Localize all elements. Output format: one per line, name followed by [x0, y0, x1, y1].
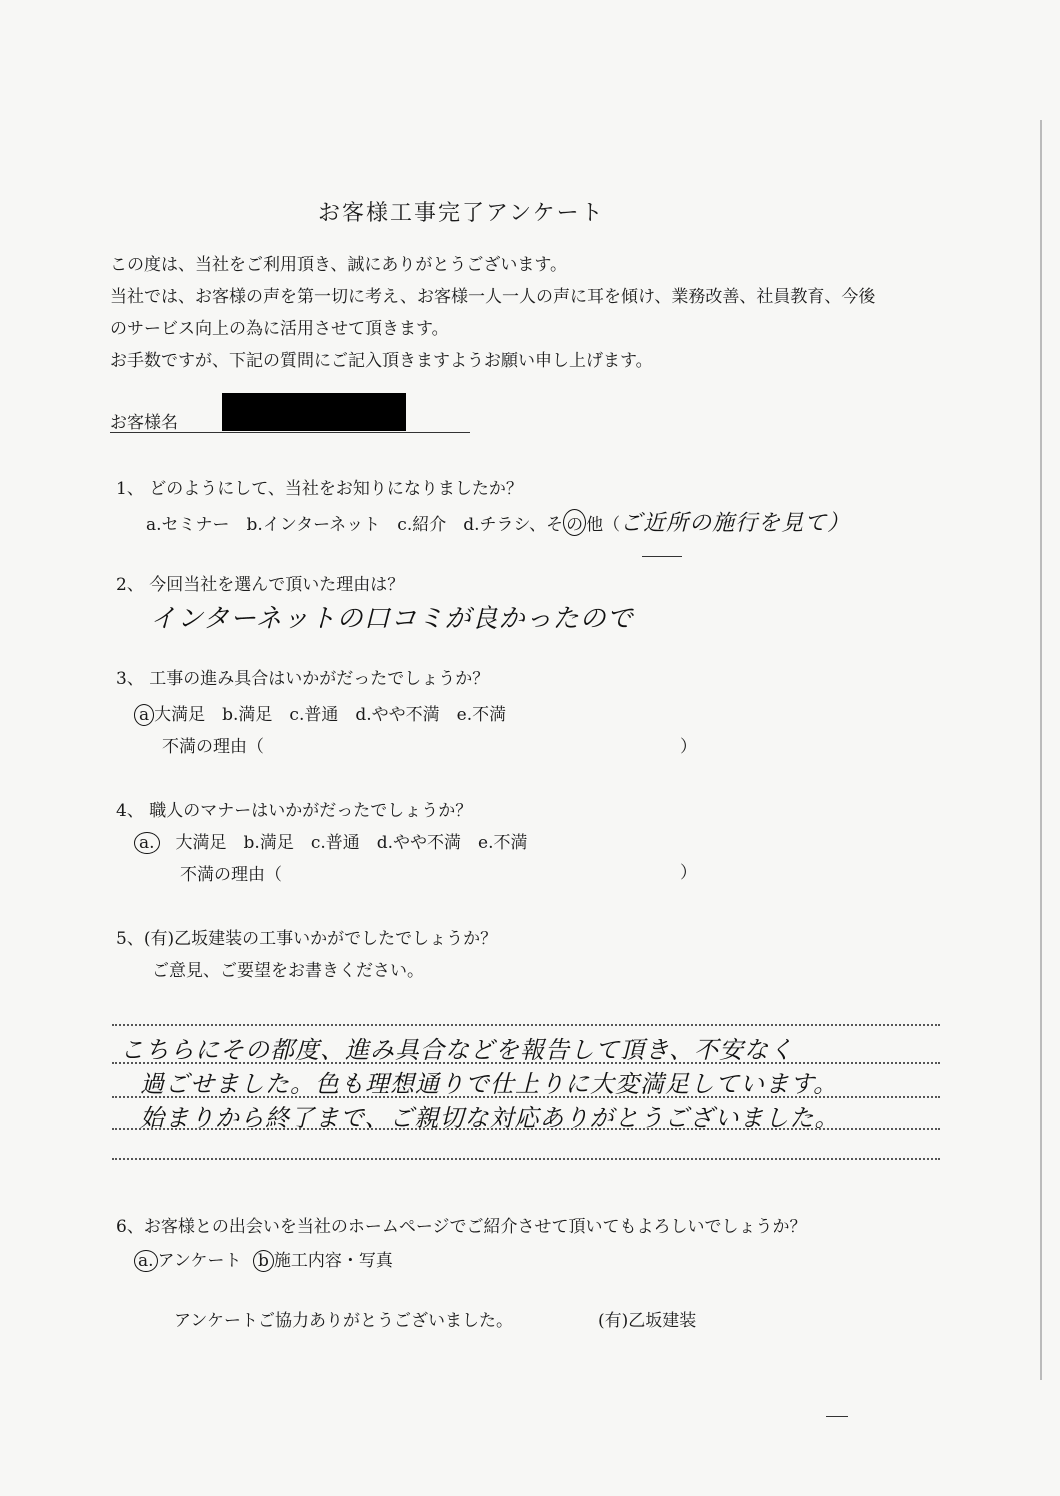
q1-options [146, 506, 850, 537]
q1-options-text: a.セミナー b.インターネット c.紹介 d.チラシ、そ [146, 515, 564, 535]
intro-line-2: 当社では、お客様の声を第一切に考え、お客様一人一人の声に耳を傾け、業務改善、社員教育、今後 [110, 287, 876, 307]
q6-option-b: 施工内容・写真 [273, 1251, 393, 1271]
q6-options [134, 1246, 393, 1272]
q6-option-a: アンケート [157, 1251, 242, 1271]
q3-reason-close: ） [680, 737, 697, 757]
scan-edge-mark [1040, 120, 1042, 1380]
q1-handwritten-answer: ご近所の施行を見て） [620, 511, 851, 536]
q5-handwritten-line-1: こちらにその都度、進み具合などを報告して頂き、不安なく [120, 1036, 795, 1064]
q2-handwritten-answer: インターネットの口コミが良かったので [150, 604, 634, 634]
q3-question: 3、 工事の進み具合はいかがだったでしょうか？ [116, 669, 490, 689]
scan-artifact-dash [826, 1416, 848, 1417]
answer-line-5 [112, 1158, 940, 1160]
q5-question: 5、(有)乙坂建装の工事いかがでしたでしょうか？ [116, 929, 498, 949]
q3-circled-option: a [134, 704, 154, 726]
intro-line-1: この度は、当社をご利用頂き、誠にありがとうございます。 [110, 255, 567, 275]
q1-dash [642, 556, 682, 557]
redacted-customer-name [222, 393, 406, 431]
answer-line-1 [112, 1024, 940, 1026]
q3-options-text: 大満足 b.満足 c.普通 d.やや不満 e.不満 [154, 705, 507, 725]
q4-reason-close: ） [680, 863, 697, 883]
q5-handwritten-line-2: 過ごせました。色も理想通りで仕上りに大変満足しています。 [140, 1070, 839, 1098]
q6-circled-option-a: a. [134, 1250, 158, 1272]
q6-question: 6、お客様との出会いを当社のホームページでご紹介させて頂いてもよろしいでしょうか？ [116, 1217, 807, 1237]
footer-thanks: アンケートご協力ありがとうございました。 [174, 1311, 513, 1331]
q1-circled-option: の [563, 509, 586, 536]
q1-question: 1、 どのようにして、当社をお知りになりましたか？ [116, 479, 523, 499]
footer-company: (有)乙坂建装 [598, 1311, 697, 1331]
customer-name-label: お客様名 [110, 413, 178, 433]
q4-reason-label: 不満の理由（ [180, 865, 282, 885]
intro-line-3: のサービス向上の為に活用させて頂きます。 [110, 319, 449, 339]
q4-options [134, 828, 528, 854]
q5-handwritten-line-3: 始まりから終了まで、ご親切な対応ありがとうございました。 [140, 1104, 840, 1132]
q6-circled-option-b: b [253, 1250, 274, 1272]
intro-line-4: お手数ですが、下記の質問にご記入頂きますようお願い申し上げます。 [110, 351, 653, 371]
q3-reason-label: 不満の理由（ [162, 737, 264, 757]
q4-options-text: 大満足 b.満足 c.普通 d.やや不満 e.不満 [175, 833, 528, 853]
q5-prompt: ご意見、ご要望をお書きください。 [152, 961, 424, 981]
customer-name-underline [110, 432, 470, 433]
page-title: お客様工事完了アンケート [318, 201, 605, 226]
q4-question: 4、 職人のマナーはいかがだったでしょうか？ [116, 801, 473, 821]
q1-options-tail: 他（ [586, 515, 621, 535]
q4-circled-option: a. [134, 832, 160, 854]
q3-options [134, 700, 506, 726]
q2-question: 2、 今回当社を選んで頂いた理由は？ [116, 575, 405, 595]
